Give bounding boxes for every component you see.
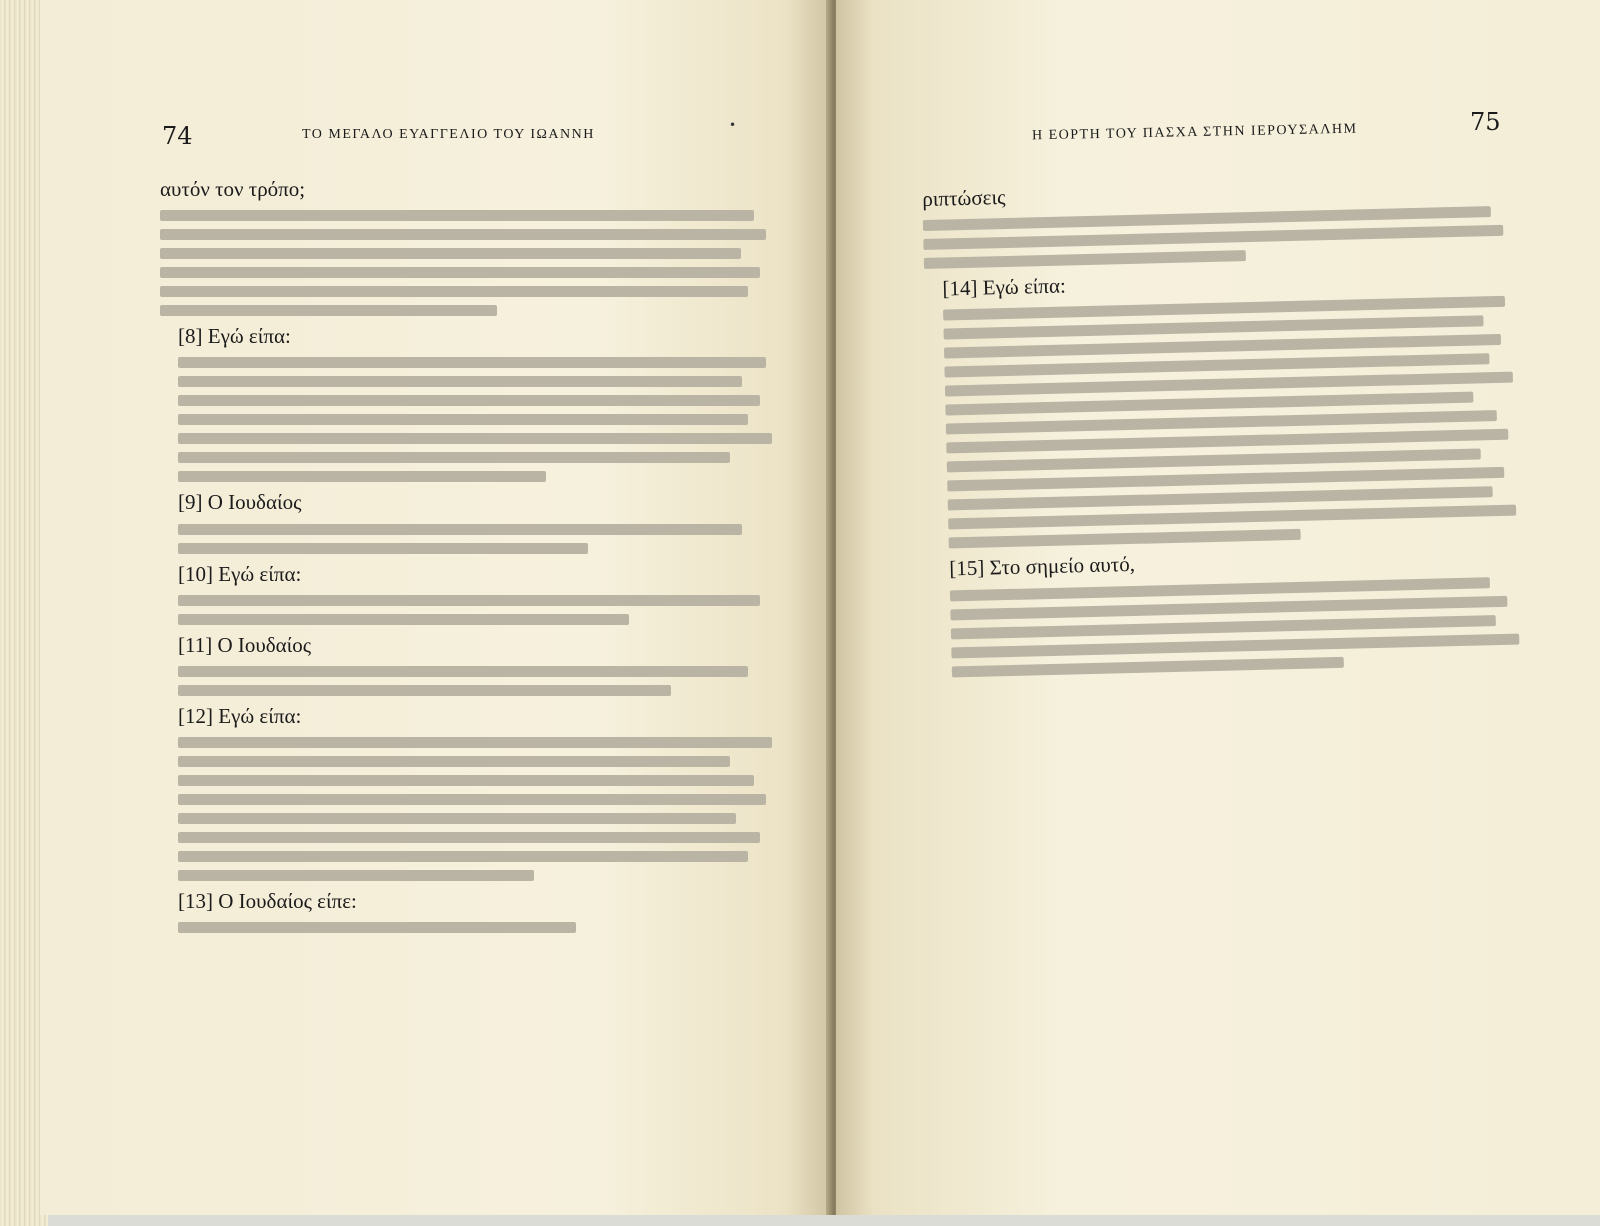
paragraph (160, 489, 772, 553)
text-line-placeholder (178, 543, 588, 554)
paragraph (160, 323, 772, 482)
text-line-placeholder (178, 794, 766, 805)
text-line-placeholder (178, 595, 760, 606)
text-line-placeholder (178, 666, 748, 677)
text-line-placeholder (160, 210, 754, 221)
text-line-placeholder (948, 505, 1516, 530)
text-line-placeholder (178, 433, 772, 444)
right-text-block (922, 172, 1520, 685)
text-line-placeholder (160, 248, 741, 259)
paragraph (160, 703, 772, 881)
text-line-placeholder (178, 414, 748, 425)
paragraph (160, 632, 772, 696)
left-text-block (160, 176, 772, 940)
text-line-placeholder (160, 267, 760, 278)
text-line-placeholder (178, 775, 754, 786)
paragraph-lead: [11] Ο Ιουδαίος (178, 632, 312, 657)
running-head: ΤΟ ΜΕΓΑΛΟ ΕΥΑΓΓΕΛΙΟ ΤΟΥ ΙΩΑΝΝΗ (302, 127, 595, 142)
text-line-placeholder (178, 737, 772, 748)
paragraph (160, 888, 772, 933)
text-line-placeholder (160, 286, 748, 297)
running-head: Η ΕΟΡΤΗ ΤΟΥ ΠΑΣΧΑ ΣΤΗΝ ΙΕΡΟΥΣΑΛΗΜ (1031, 121, 1358, 144)
left-page (40, 0, 832, 1215)
text-line-placeholder (178, 395, 760, 406)
paragraph (922, 172, 1510, 269)
paragraph (160, 176, 772, 316)
paragraph-lead: [10] Εγώ είπα: (178, 561, 302, 586)
dot-mark-icon: • (729, 118, 737, 132)
text-line-placeholder (178, 524, 742, 535)
text-line-placeholder (178, 756, 730, 767)
paragraph (924, 262, 1517, 549)
page-number: 75 (1470, 108, 1501, 136)
text-line-placeholder (160, 229, 766, 240)
text-line-placeholder (178, 832, 760, 843)
right-page (836, 0, 1600, 1215)
paragraph-lead: [13] Ο Ιουδαίος είπε: (178, 889, 357, 914)
text-line-placeholder (178, 851, 748, 862)
text-line-placeholder (952, 656, 1344, 677)
paragraph-lead: αυτόν τον τρόπο; (160, 177, 306, 201)
text-line-placeholder (178, 813, 736, 824)
text-line-placeholder (160, 305, 497, 316)
paragraph-lead: [15] Στο σημείο αυτό, (949, 552, 1136, 581)
text-line-placeholder (178, 452, 730, 463)
text-line-placeholder (178, 922, 576, 933)
text-line-placeholder (178, 357, 766, 368)
text-line-placeholder (178, 614, 629, 625)
page-number: 74 (162, 122, 193, 150)
paragraph-lead: [9] Ο Ιουδαίος (178, 490, 302, 515)
text-line-placeholder (178, 376, 742, 387)
text-line-placeholder (178, 685, 671, 696)
text-line-placeholder (178, 471, 546, 482)
paragraph-lead: [14] Εγώ είπα: (942, 273, 1067, 301)
paragraph-lead: [8] Εγώ είπα: (178, 324, 291, 349)
paragraph-lead: ριπτώσεις (922, 184, 1006, 211)
text-line-placeholder (949, 529, 1301, 549)
paragraph (160, 561, 772, 625)
text-line-placeholder (178, 870, 534, 881)
paragraph-lead: [12] Εγώ είπα: (178, 704, 302, 729)
paragraph (931, 542, 1520, 677)
text-line-placeholder (924, 250, 1246, 269)
